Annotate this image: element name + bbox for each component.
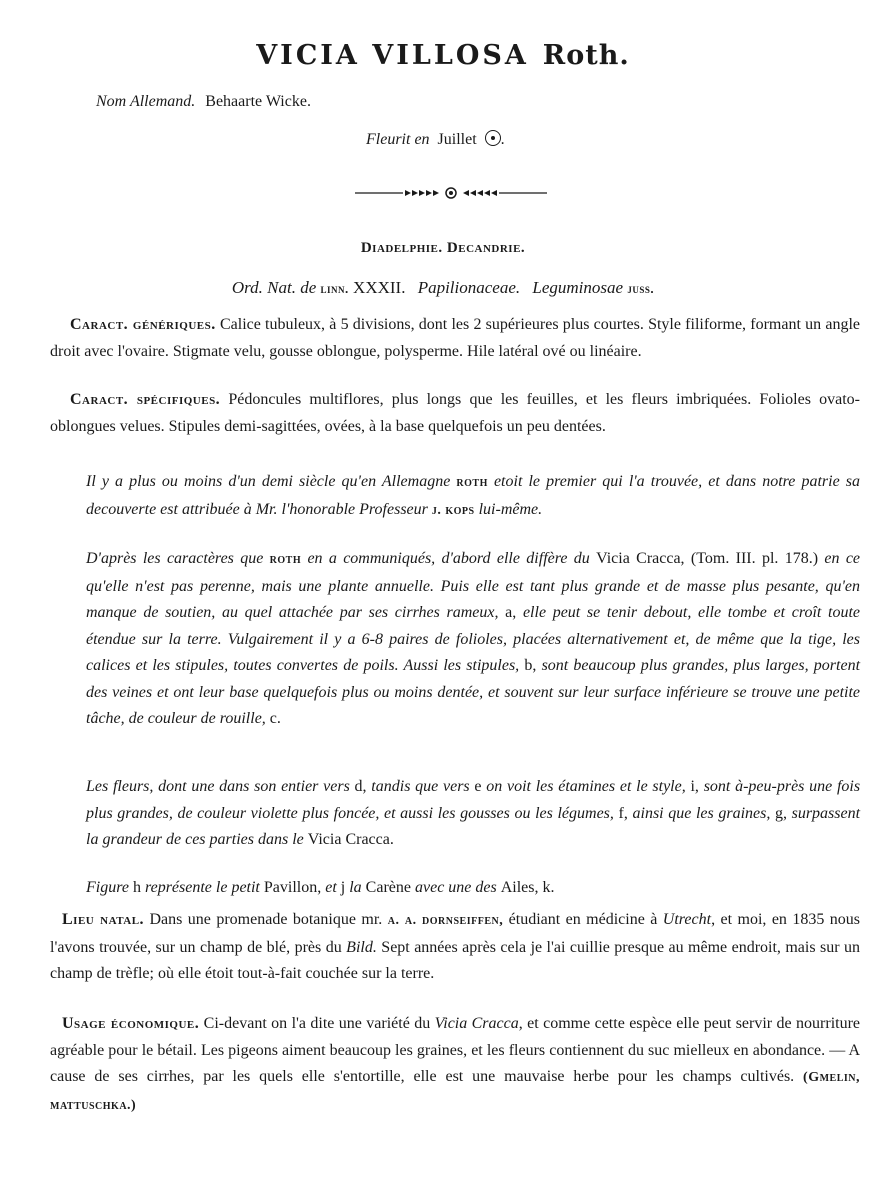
german-name-line xyxy=(96,93,311,111)
para2-vicia: Vicia Cracca, xyxy=(596,550,685,567)
flowering-month: Juillet xyxy=(437,131,477,148)
habitat-dornseiffen: a. a. dornseiffen, xyxy=(387,913,504,928)
para2-label-c: c. xyxy=(269,710,281,727)
usage-a: Ci-devant on l'a dite une variété du xyxy=(203,1015,431,1032)
species-author: Roth. xyxy=(542,40,630,71)
para3-d: sont à-peu-près une fois plus grandes, de couleur violette plus foncée, et aussi les gousses ou les légumes, xyxy=(86,778,861,822)
specific-head: Caract. spécifiques. xyxy=(70,391,221,408)
para3-vicia: Vicia Cracca. xyxy=(307,831,394,848)
para1-c: lui-même. xyxy=(478,500,543,518)
para3-e: ainsi que les graines, xyxy=(632,804,771,822)
para4-label-k: k. xyxy=(542,879,555,896)
habitat-a: Dans une promenade botanique mr. xyxy=(149,911,383,928)
habitat-b: étudiant en médicine à xyxy=(508,911,658,928)
flowering-line xyxy=(366,130,505,149)
german-name-value: Behaarte Wicke. xyxy=(205,93,311,110)
paragraph-flowers xyxy=(86,774,860,854)
order-prefix: Ord. Nat. de xyxy=(231,278,317,297)
para3-label-g: g, xyxy=(774,804,787,822)
order-family: Papilionaceae. xyxy=(417,278,521,297)
para3-b: tandis que vers xyxy=(371,778,470,795)
specific-characters xyxy=(50,387,860,440)
para2-e: sont beaucoup plus grandes, plus larges, portent des veines et ont leur base quelquefois plus ou moins dentée, et souvent sur leur surface inférieure se trouve une petite tâche, de couleur de rouille, xyxy=(86,657,861,727)
habitat-section xyxy=(50,907,860,988)
page-title xyxy=(0,40,886,71)
para1-roth: roth xyxy=(456,475,488,490)
para2-roth: roth xyxy=(269,552,302,567)
para2-label-b: b, xyxy=(524,657,537,674)
para2-tom: (Tom. III. pl. 178.) xyxy=(690,550,819,567)
order-linn: linn. xyxy=(320,281,349,296)
para2-label-a: a, xyxy=(505,604,517,621)
usage-vicia: Vicia Cracca xyxy=(434,1015,519,1032)
para4-a: Figure xyxy=(86,879,129,896)
german-name-label: Nom Allemand. xyxy=(96,93,196,110)
para3-c: on voit les étamines et le style, xyxy=(486,778,686,795)
paragraph-characters xyxy=(86,546,860,733)
para4-e: avec une des xyxy=(414,879,497,896)
para4-d: la xyxy=(349,879,362,896)
para1-kops: j. kops xyxy=(431,502,475,518)
para1-b: etoit le premier qui l'a trouvée, et dans notre patrie sa decouverte est attribuée à Mr. l'honorable Professeur xyxy=(86,473,861,518)
para4-carene: Carène xyxy=(365,879,411,896)
para3-label-f: f, xyxy=(618,804,628,822)
generic-head: Caract. génériques. xyxy=(70,316,216,333)
para3-label-d: d, xyxy=(354,778,367,795)
habitat-c: , et moi, en 1835 nous l'avons trouvée, sur un champ de blé, près du xyxy=(50,911,861,956)
para2-c: en ce qu'elle n'est pas perenne, mais une plante annuelle. Puis elle est tant plus grande et de masse plus pesante, qu'en manque de soutien, au quel attachée par ses cirrhes rameux, xyxy=(86,550,861,621)
class-line: Diadelphie. Decandrie. xyxy=(360,240,526,256)
para4-label-j: j xyxy=(340,879,346,896)
habitat-d: Sept années après cela je l'ai cuillie presque au même endroit, mais sur un champ de trèfle; où elle étoit tout-à-fait couchée sur la terre. xyxy=(50,938,861,982)
usage-b: , et comme cette espèce elle peut servir de nourriture agréable pour le bétail. Les pigeons aiment beaucoup les graines, et les fleurs contiennent du suc mielleux en abondance. — A cause de ses cirrhes, par les quels elle s'entortille, elle est une mauvaise herbe pour les champs cultivés. xyxy=(50,1015,861,1085)
para3-label-e: e xyxy=(474,778,482,795)
paragraph-figure xyxy=(86,875,860,902)
para1-a: Il y a plus ou moins d'un demi siècle qu'en Allemagne xyxy=(86,473,451,490)
usage-refs: (Gmelin, mattuschka.) xyxy=(50,1070,860,1113)
para4-c: et xyxy=(325,879,337,896)
flowering-label: Fleurit en xyxy=(366,131,430,148)
para2-a: D'après les caractères que xyxy=(86,550,264,567)
para3-f: surpassent la grandeur de ces parties dans le xyxy=(86,804,861,848)
para3-label-i: i, xyxy=(690,778,699,795)
habitat-bild: Bild. xyxy=(346,938,377,956)
generic-characters xyxy=(50,312,860,365)
generic-text: Calice tubuleux, à 5 divisions, dont les 2 supérieures plus courtes. Style filiforme, formant un angle droit avec l'ovaire. Stigmate velu, gousse oblongue, polysperme. Hile latéral ové ou linéaire. xyxy=(50,316,860,360)
order-number: XXXII. xyxy=(353,278,406,297)
para4-ailes: Ailes, xyxy=(500,879,539,896)
para4-pavillon: Pavillon, xyxy=(263,879,322,896)
order-line xyxy=(0,278,886,298)
usage-head: Usage économique. xyxy=(62,1015,200,1032)
order-juss: juss. xyxy=(627,281,655,296)
habitat-head: Lieu natal. xyxy=(62,911,145,928)
order-juss-family: Leguminosae xyxy=(532,278,624,297)
ornamental-divider-icon xyxy=(355,186,547,200)
usage-section xyxy=(50,1011,860,1119)
paragraph-discovery xyxy=(86,469,860,524)
para4-label-h: h xyxy=(132,879,141,896)
habitat-utrecht: Utrecht xyxy=(662,911,712,928)
para2-d: elle peut se tenir debout, elle tombe et croît toute étendue sur la terre. Vulgairement il y a 6-8 paires de folioles, placées alternativement et, de même que la tige, les calices et les stipules, toutes convertes de poils. Aussi les stipules, xyxy=(86,604,861,674)
flowering-end: . xyxy=(500,131,505,148)
para4-b: représente le petit xyxy=(144,879,260,896)
para2-b: en a communiqués, d'abord elle diffère du xyxy=(307,550,590,567)
specific-text: Pédoncules multiflores, plus longs que les feuilles, et les fleurs imbriquées. Folioles ovato-oblongues velues. Stipules demi-sagittées, ovées, à la base quelquefois un peu dentées. xyxy=(50,391,860,435)
para3-a: Les fleurs, dont une dans son entier vers xyxy=(86,778,350,795)
annual-symbol-icon xyxy=(485,130,501,146)
species-name: VICIA VILLOSA xyxy=(256,40,529,71)
